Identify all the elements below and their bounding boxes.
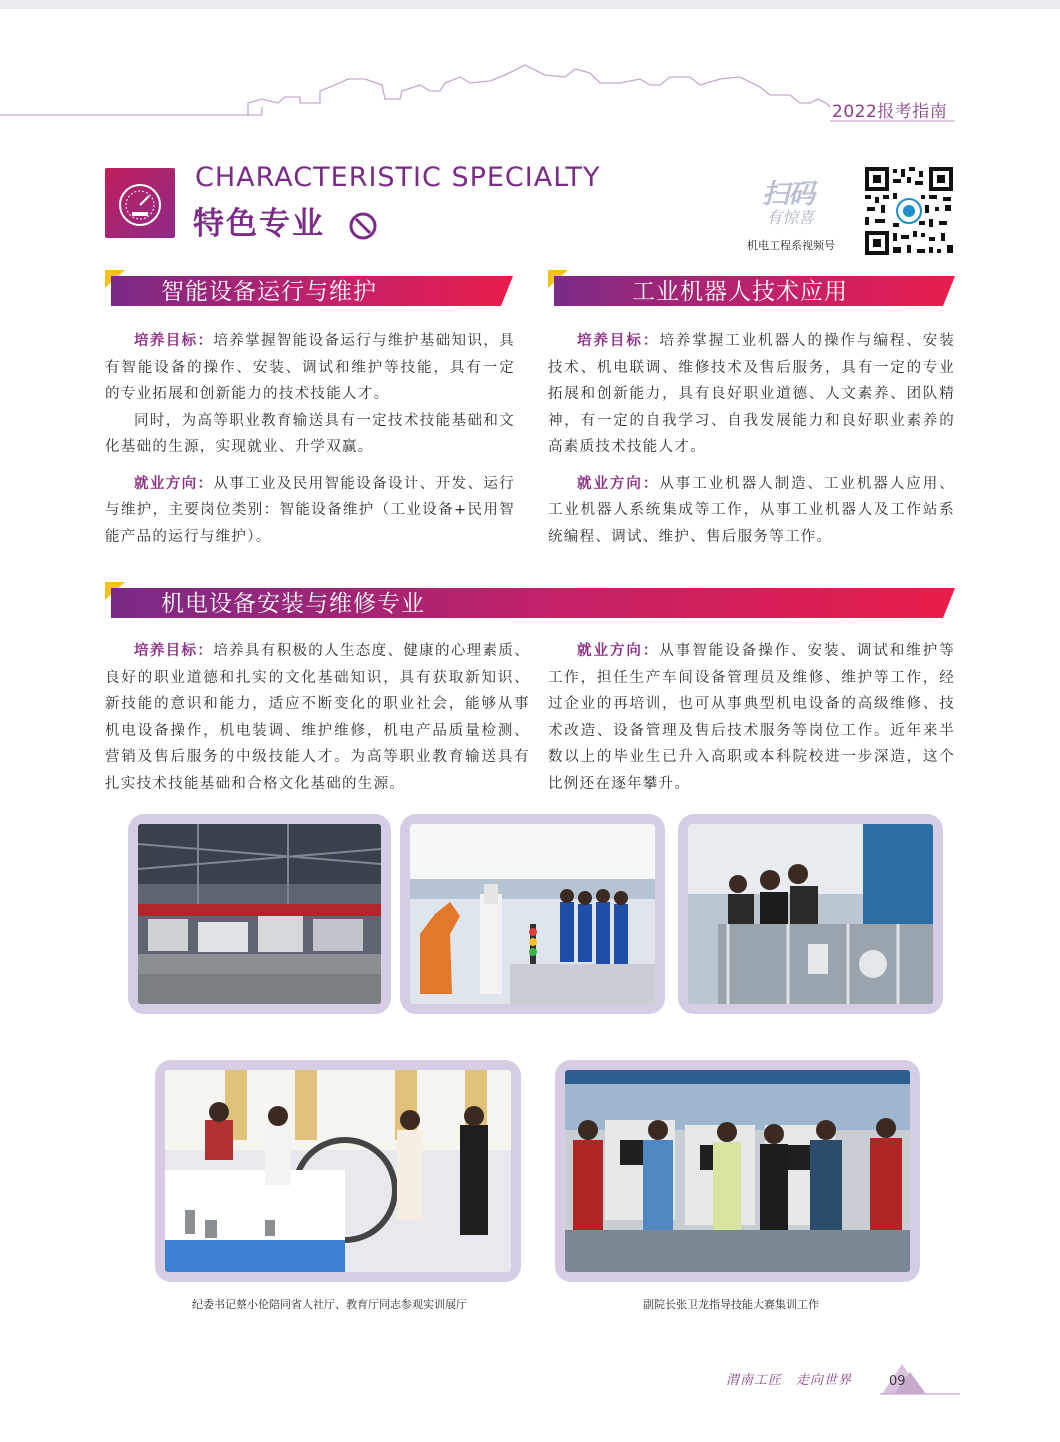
photo-exhibition	[155, 1060, 521, 1282]
s3-career	[548, 638, 955, 797]
section-banner-s1	[105, 270, 513, 306]
scan-line2: 有惊喜	[766, 208, 815, 227]
scan-promo	[762, 172, 846, 232]
caption-photo5: 副院长张卫龙指导技能大赛集训工作	[643, 1298, 819, 1311]
s2-goal-text: 培养掌握工业机器人的操作与编程、安装技术、机电联调、维修技术及售后服务，具有一定的专业拓展和创新能力，具有良好职业道德、人文素养、团队精神，有一定的自我学习、自我发展能力和良好职业素养的高素质技术技能人才。	[548, 333, 956, 455]
section-title-s3: 机电设备安装与维修专业	[161, 591, 425, 617]
s1-extra: 同时，为高等职业教育输送具有一定技术技能基础和文化基础的生源，实现就业、升学双赢。	[105, 412, 515, 455]
s2-goal-label: 培养目标：	[577, 333, 660, 349]
speedometer-icon	[105, 168, 175, 238]
specialty-title-cn: 特色专业	[193, 206, 325, 242]
photo-robot-lab	[400, 814, 665, 1014]
section-title-s1: 智能设备运行与维护	[161, 279, 377, 305]
s3-career-text: 从事智能设备操作、安装、调试和维护等工作，担任生产车间设备管理员及维修、维护等工作，经过企业的再培训，也可从事典型机电设备的高级维修、技术改造、设备管理及售后技术服务等岗位工作。近年来半数以上的毕业生已升入高职或本科院校进一步深造，这个比例还在逐年攀升。	[548, 643, 956, 792]
s1-career-text: 从事工业及民用智能设备设计、开发、运行与维护，主要岗位类别：智能设备维护（工业设备+民用智能产品的运行与维护）。	[105, 475, 515, 545]
s1-goal	[105, 328, 515, 408]
workshop-image	[138, 824, 381, 1004]
s1-goal-text: 培养掌握智能设备运行与维护基础知识，具有智能设备的操作、安装、调试和维护等技能，具有一定的专业拓展和创新能力的技术技能人才。	[105, 333, 515, 402]
photo-workshop	[128, 814, 391, 1014]
s1-text	[105, 328, 515, 550]
top-strip	[0, 0, 1060, 9]
s2-goal	[548, 328, 955, 461]
training-station-image	[688, 824, 933, 1004]
s3-goal	[105, 638, 530, 797]
page-number: 09	[889, 1374, 906, 1389]
guide-title: 2022报考指南	[832, 102, 948, 122]
specialty-title-en: CHARACTERISTIC SPECIALTY	[195, 162, 601, 193]
scan-line1: 扫码	[762, 179, 814, 210]
qr-caption: 机电工程系视频号	[747, 239, 835, 252]
photo-training-station	[678, 814, 943, 1014]
s1-career	[105, 471, 515, 551]
s2-career-label: 就业方向：	[577, 475, 660, 492]
s2-text	[548, 328, 955, 550]
section-banner-s3	[105, 582, 955, 618]
s3-goal-text: 培养具有积极的人生态度、健康的心理素质、良好的职业道德和扎实的文化基础知识，具有获取新知识、新技能的意识和能力，适应不断变化的职业社会，能够从事机电设备操作，机电装调、维护维修，机电产品质量检测、营销及售后服务的中级技能人才。为高等职业教育输送具有扎实技术技能基础和合格文化基础的生源。	[105, 643, 531, 792]
s2-career-text: 从事工业机器人制造、工业机器人应用、工业机器人系统集成等工作，从事工业机器人及工作站系统编程、调试、维护、售后服务等工作。	[548, 475, 956, 545]
s3-career-label: 就业方向：	[577, 643, 660, 659]
robot-lab-image	[410, 824, 655, 1004]
no-entry-icon	[347, 210, 379, 242]
caption-photo4: 纪委书记蔡小伦陪同省人社厅、教育厅同志参观实训展厅	[192, 1298, 467, 1311]
s1-goal-label: 培养目标：	[134, 333, 214, 349]
footer-slogan: 渭南工匠 走向世界	[726, 1373, 853, 1388]
skills-training-image	[565, 1070, 910, 1272]
s2-career	[548, 471, 955, 551]
s3-goal-label: 培养目标：	[134, 643, 214, 659]
section-title-s2: 工业机器人技术应用	[632, 279, 848, 305]
exhibition-image	[165, 1070, 511, 1272]
section-banner-s2	[548, 270, 955, 306]
photo-skills-training	[555, 1060, 920, 1282]
s1-career-label: 就业方向：	[134, 475, 214, 492]
qr-code[interactable]	[863, 165, 955, 257]
